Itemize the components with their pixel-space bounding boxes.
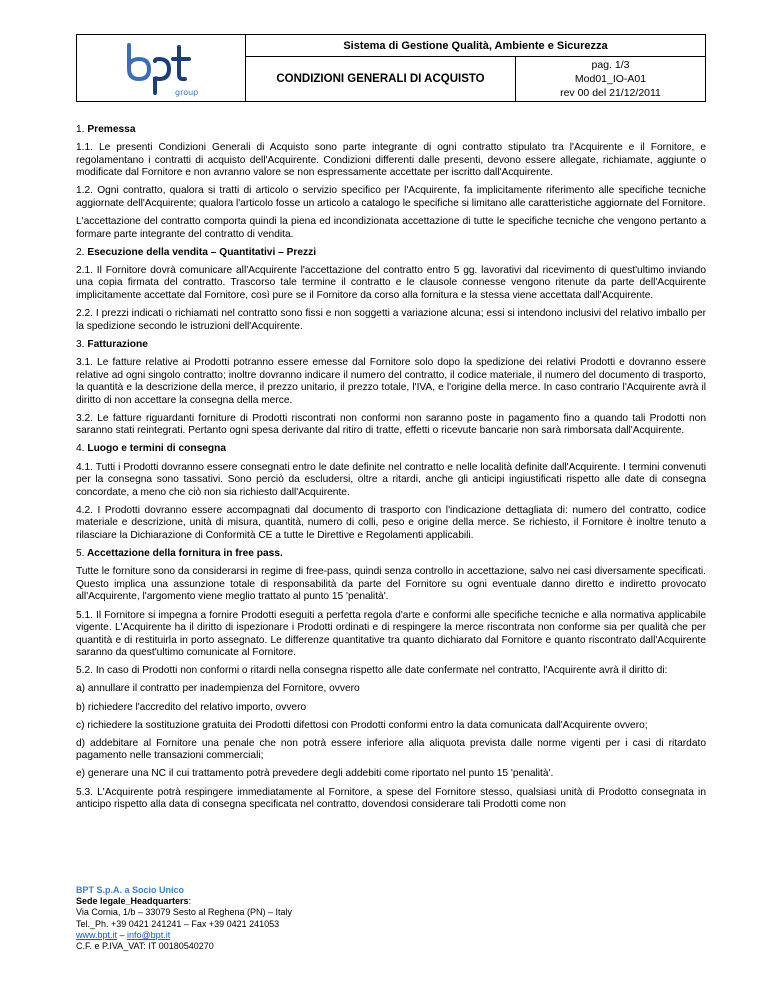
revision: rev 00 del 21/12/2011 (560, 87, 661, 99)
label-colon: : (188, 896, 192, 907)
footer (76, 885, 292, 952)
link-separator: – (117, 929, 128, 940)
system-title: Sistema di Gestione Qualità, Ambiente e Sicurezza (246, 35, 705, 57)
section-number: 4. (76, 443, 85, 455)
email-link[interactable]: info@bpt.it (127, 929, 171, 940)
paragraph: 2.1. Il Fornitore dovrà comunicare all'Acquirente l'accettazione del contratto entro 5 gg. lavorativi dal ricevimento di quest'ultimo inviando una copia firmata del contratto. Trascorso tale termine il contratto e le clausole connesse vengono ritenute da parte dell'Acquirente implicitamente accettate dal Fornitore, così pure se il Fornitore da corso alla fornitura e la stessa viene accettata dall'Acquirente. (76, 264, 706, 302)
section-title: Accettazione della fornitura in free pass. (86, 548, 283, 560)
page-number: pag. 1/3 (591, 59, 630, 71)
address: Via Cornia, 1/b – 33079 Sesto al Reghena (PN) – Italy (76, 907, 292, 918)
section-heading (76, 548, 706, 561)
paragraph: 3.1. Le fatture relative ai Prodotti potranno essere emesse dal Fornitore solo dopo la spedizione dei relativi Prodotti e dovranno essere relative ad ogni singolo contratto; inoltre dovranno indicare il numero del contratto, il codice materiale, il numero del documento di trasporto, la quantità e la descrizione della merce, il prezzo unitario, il prezzo totale, l'IVA, e l'origine della merce. In caso contrario l'Acquirente avrà il diritto di non accettare la consegna della merce. (76, 356, 706, 406)
section-title: Premessa (87, 124, 136, 135)
section-heading (76, 124, 706, 137)
section-title: Esecuzione della vendita – Quantitativi – Prezzi (87, 246, 317, 258)
paragraph: 5.3. L'Acquirente potrà respingere immediatamente al Fornitore, a spese del Fornitore stesso, qualsiasi unità di Prodotto consegnata in anticipo rispetto alla data di consegna specificata nel contratto, dovendosi considerare tali Prodotti come non (76, 786, 706, 811)
vat-number: C.F. e P.IVA_VAT: IT 00180540270 (76, 941, 214, 952)
document-meta (516, 57, 705, 101)
contact-links (76, 930, 292, 941)
section-heading (76, 247, 706, 260)
headquarters-label-line (76, 896, 292, 907)
section-heading (76, 443, 706, 456)
paragraph: b) richiedere l'accredito del relativo importo, ovvero (76, 701, 307, 713)
bpt-logo (119, 37, 203, 99)
paragraph: 5.1. Il Fornitore si impegna a fornire Prodotti eseguiti a perfetta regola d'arte e conformi alle specifiche tecniche e alla normativa applicabile vigente. L'Acquirente ha il diritto di ispezionare i Prodotti ordinati e di respingere la merce riscontrata non conforme sia per qualità che per quantità e di restituirla in porto assegnato. Le differenze quantitative tra quanto dichiarato dal Fornitore e quanto riscontrato dall'Acquirente saranno da quest'ultimo comunicate al Fornitore. (76, 609, 706, 659)
paragraph: 3.2. Le fatture riguardanti forniture di Prodotti riscontrati non conformi non saranno poste in pagamento fino a quando tali Prodotti non saranno stati reintegrati. Pertanto ogni spesa derivante dal ritiro di tratte, effetti o ricevute bancarie non sarà rimborsata dall'Acquirente. (76, 412, 706, 437)
document-body (76, 124, 706, 817)
section-number: 1. (76, 124, 85, 135)
document-title: CONDIZIONI GENERALI DI ACQUISTO (246, 57, 516, 101)
document-header (76, 34, 706, 102)
logo-subtext: group (175, 88, 199, 97)
paragraph: L'accettazione del contratto comporta quindi la piena ed incondizionata accettazione di tutte le specifiche tecniche che vengono pertanto a formare parte integrante del contratto di vendita. (76, 216, 706, 240)
document-code: Mod01_IO-A01 (574, 73, 647, 85)
paragraph: 1.2. Ogni contratto, qualora si tratti di articolo o servizio specifico per l'Acquirente, fa implicitamente riferimento alle specifiche tecniche aggiornate dell'Acquirente; qualora l'articolo fosse un articolo a catalogo le specifiche si limitano alle caratteristiche aggiornate del Fornitore. (76, 185, 706, 209)
paragraph: d) addebitare al Fornitore una penale che non potrà essere inferiore alla aliquota prevista dalle norme vigenti per i casi di ritardato pagamento nelle transazioni commerciali; (76, 737, 706, 762)
paragraph: c) richiedere la sostituzione gratuita dei Prodotti difettosi con Prodotti conformi entro la data comunicata dall'Acquirente ovvero; (76, 719, 648, 731)
company-name: BPT S.p.A. a Socio Unico (76, 885, 185, 895)
paragraph: 4.2. I Prodotti dovranno essere accompagnati dal documento di trasporto con l'indicazione dettagliata di: numero del contratto, codice materiale e descrizione, unità di misura, quantità, numero di colli, peso e origine della merce. Se richiesto, il Fornitore è inoltre tenuto a rilasciare la Dichiarazione di Conformità CE a tutte le Direttive e Regolamenti applicabili. (76, 504, 706, 542)
paragraph: 2.2. I prezzi indicati o richiamati nel contratto sono fissi e non soggetti a variazione alcuna; essi si intendono inclusivi del relativo imballo per la spedizione secondo le istruzioni dell'Acquirente. (76, 308, 706, 332)
paragraph: a) annullare il contratto per inadempienza del Fornitore, ovvero (76, 683, 360, 695)
logo-cell (77, 35, 246, 101)
section-title: Luogo e termini di consegna (87, 443, 227, 455)
phone-fax: Tel._Ph. +39 0421 241241 – Fax +39 0421 241053 (76, 918, 280, 929)
paragraph: 1.1. Le presenti Condizioni Generali di Acquisto sono parte integrante di ogni contratto stipulato tra l'Acquirente e il Fornitore, e regolamentano i contratti di acquisto dell'Acquirente. Condizioni differenti dalle presenti, devono essere allegate, richiamate, aggiunte o modificate dal Fornitore e non avranno valore se non espressamente accettate per iscritto dall'Acquirente. (76, 142, 706, 179)
headquarters-label: Sede legale_Headquarters (76, 896, 189, 907)
paragraph: Tutte le forniture sono da considerarsi in regime di free-pass, quindi senza controllo in accettazione, salvo nei casi diversamente specificati. Questo implica una assunzione totale di responsabilità da parte del Fornitore su ogni eventuale danno diretto e indiretto provocato all'Acquirente, l'argomento viene meglio trattato al punto 15 'penalità'. (76, 566, 706, 603)
section-heading (76, 339, 706, 352)
website-link[interactable]: www.bpt.it (76, 929, 118, 940)
section-number: 2. (76, 246, 85, 258)
section-number: 5. (76, 548, 85, 560)
paragraph: e) generare una NC il cui trattamento potrà prevedere degli addebiti come riportato nel punto 15 'penalità'. (76, 768, 554, 780)
paragraph: 5.2. In caso di Prodotti non conformi o ritardi nella consegna rispetto alle date confermate nel contratto, l'Acquirente avrà il diritto di: (76, 665, 668, 677)
paragraph: 4.1. Tutti i Prodotti dovranno essere consegnati entro le date definite nel contratto e nelle località definite dall'Acquirente. I termini convenuti per la consegna sono tassativi. Sono perciò da escludersi, oltre a ritardi, anche gli anticipi ingiustificati rispetto alle date di consegna concordate, a meno che ciò non sia richiesto dall'Acquirente. (76, 461, 706, 498)
section-number: 3. (76, 338, 85, 350)
section-title: Fatturazione (87, 338, 148, 350)
